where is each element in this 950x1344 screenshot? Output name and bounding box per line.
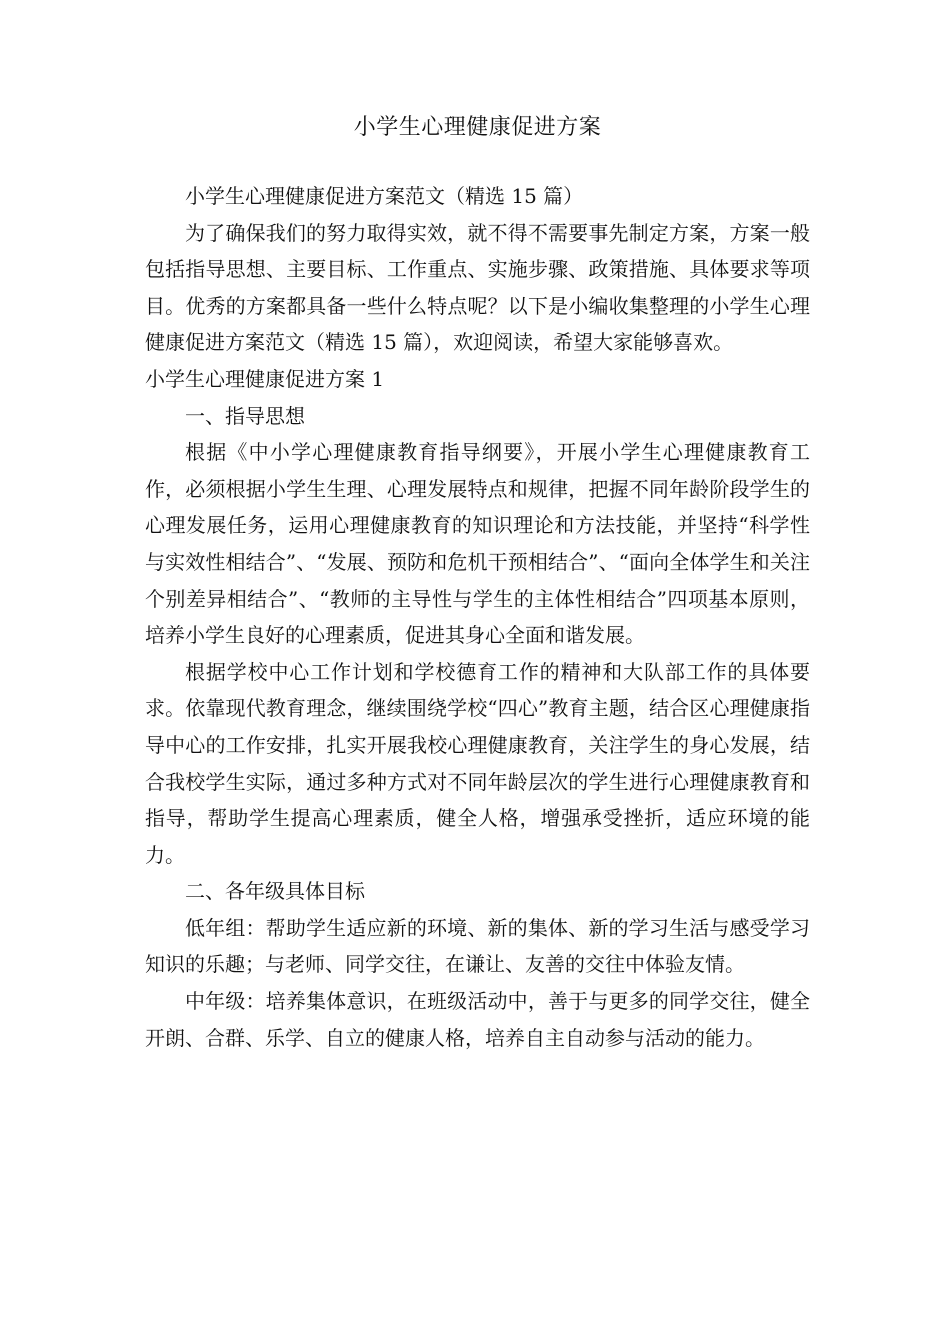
subsection-heading-grade-goals: 二、各年级具体目标 (185, 879, 365, 904)
body-paragraph-lower-grades: 低年组：帮助学生适应新的环境、新的集体、新的学习生活与感受学习知识的乐趣；与老师、同学交往，在谦让、友善的交往中体验友情。 (145, 915, 810, 977)
intro-paragraph: 为了确保我们的努力取得实效，就不得不需要事先制定方案，方案一般包括指导思想、主要目标、工作重点、实施步骤、政策措施、具体要求等项目。优秀的方案都具备一些什么特点呢？以下是小编收集整理的小学生心理健康促进方案范文（精选 15 篇），欢迎阅读，希望大家能够喜欢。 (145, 220, 810, 355)
body-paragraph-middle-grades: 中年级：培养集体意识，在班级活动中，善于与更多的同学交往，健全开朗、合群、乐学、自立的健康人格，培养自主自动参与活动的能力。 (145, 989, 810, 1050)
section-heading: 小学生心理健康促进方案 1 (145, 366, 385, 391)
body-paragraph: 根据《中小学心理健康教育指导纲要》，开展小学生心理健康教育工作，必须根据小学生生理、心理发展特点和规律，把握不同年龄阶段学生的心理发展任务，运用心理健康教育的知识理论和方法技能，并坚持“科学性与实效性相结合”、“发展、预防和危机干预相结合”、“面向全体学生和关注个别差异相结合”、“教师的主导性与学生的主体性相结合”四项基本原则，培养小学生良好的心理素质，促进其身心全面和谐发展。 (145, 440, 810, 648)
body-paragraph: 根据学校中心工作计划和学校德育工作的精神和大队部工作的具体要求。依靠现代教育理念，继续围绕学校“四心”教育主题，结合区心理健康指导中心的工作安排，扎实开展我校心理健康教育，关注学生的身心发展，结合我校学生实际，通过多种方式对不同年龄层次的学生进行心理健康教育和指导，帮助学生提高心理素质，健全人格，增强承受挫折，适应环境的能力。 (145, 659, 810, 867)
subsection-heading-guiding-ideology: 一、指导思想 (185, 403, 305, 428)
document-page (145, 108, 810, 1056)
subtitle-paragraph: 小学生心理健康促进方案范文（精选 15 篇） (185, 184, 584, 208)
document-title: 小学生心理健康促进方案 (353, 115, 602, 140)
